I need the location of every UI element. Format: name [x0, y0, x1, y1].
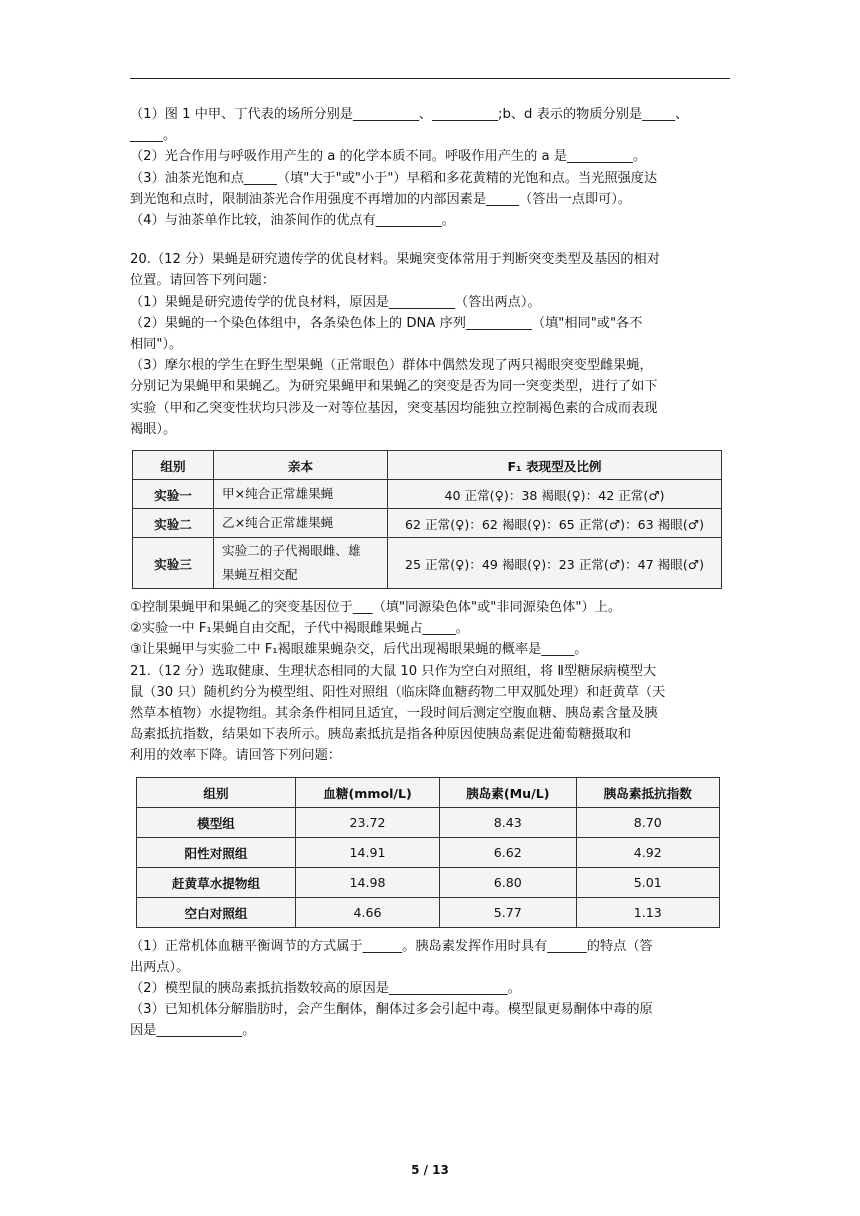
table-header: 组别 [133, 451, 214, 480]
table-cell: 6.62 [440, 837, 576, 867]
table-cell: 赶黄草水提物组 [137, 867, 296, 897]
question-20 [130, 249, 730, 660]
table-cell: 空白对照组 [137, 897, 296, 927]
table-cell: 8.70 [576, 807, 719, 837]
table-cell [214, 538, 388, 589]
text-line: 相同"）。 [130, 337, 183, 353]
text-line: 20.（12 分）果蝇是研究遗传学的优良材料。果蝇突变体常用于判断突变类型及基因的相对 [130, 252, 660, 268]
header-rule [130, 78, 730, 79]
text-line: （1）正常机体血糖平衡调节的方式属于______。胰岛素发挥作用时具有______的特点（答 [130, 938, 653, 954]
table-row [137, 867, 720, 897]
table-header: 胰岛素(Mu/L) [440, 777, 576, 807]
table-row [137, 897, 720, 927]
text-line: 位置。请回答下列问题： [130, 273, 276, 289]
table-cell: 阳性对照组 [137, 837, 296, 867]
text-line: 21.（12 分）选取健康、生理状态相同的大鼠 10 只作为空白对照组，将 Ⅱ型糖尿病模型大 [130, 663, 657, 679]
table-cell: 62 正常(♀)：62 褐眼(♀)：65 正常(♂)：63 褐眼(♂) [388, 509, 722, 538]
table-cell: 4.66 [296, 897, 440, 927]
table-header: 血糖(mmol/L) [296, 777, 440, 807]
table-cell: 5.01 [576, 867, 719, 897]
table-header: 亲本 [214, 451, 388, 480]
table-row [133, 538, 722, 589]
table-header: 组别 [137, 777, 296, 807]
table-cell: 40 正常(♀)：38 褐眼(♀)：42 正常(♂) [388, 480, 722, 509]
q19-tail [130, 104, 730, 231]
table-cell: 8.43 [440, 807, 576, 837]
table-row [133, 480, 722, 509]
text-line: 褐眼）。 [130, 421, 177, 437]
table-header: 胰岛素抵抗指数 [576, 777, 719, 807]
table-cell: 6.80 [440, 867, 576, 897]
table-cell: 14.98 [296, 867, 440, 897]
table-cell: 14.91 [296, 837, 440, 867]
fruitfly-experiment-table [132, 450, 722, 589]
rat-results-table [136, 777, 720, 928]
text-line: （1）图 1 中甲、丁代表的场所分别是__________、__________;b、d 表示的物质分别是_____、 [130, 107, 689, 122]
text-line: （4）与油茶单作比较，油茶间作的优点有__________。 [130, 213, 455, 229]
text-line: 实验（甲和乙突变性状均只涉及一对等位基因，突变基因均能独立控制褐色素的合成而表现 [130, 400, 658, 416]
text-line: （2）光合作用与呼吸作用产生的 a 的化学本质不同。呼吸作用产生的 a 是__________。 [130, 149, 647, 165]
table-row [137, 807, 720, 837]
table-cell: 25 正常(♀)：49 褐眼(♀)：23 正常(♂)：47 褐眼(♂) [388, 538, 722, 589]
table-cell: 实验二 [133, 509, 214, 538]
text-line: 分别记为果蝇甲和果蝇乙。为研究果蝇甲和果蝇乙的突变是否为同一突变类型，进行了如下 [130, 379, 658, 395]
page-content [130, 104, 730, 1042]
text-line: （3）油茶光饱和点_____（填"大于"或"小于"）早稻和多花黄精的光饱和点。当光照强度达 [130, 170, 658, 186]
table-cell: 乙×纯合正常雄果蝇 [214, 509, 388, 538]
text-line: （2）果蝇的一个染色体组中，各条染色体上的 DNA 序列__________（填"相同"或"各不 [130, 315, 643, 331]
table-cell: 实验三 [133, 538, 214, 589]
table-cell: 实验一 [133, 480, 214, 509]
text-line: 到光饱和点时，限制油茶光合作用强度不再增加的内部因素是_____（答出一点即可）。 [130, 191, 632, 207]
text-line: （1）果蝇是研究遗传学的优良材料，原因是__________（答出两点）。 [130, 294, 541, 310]
text-line: 鼠（30 只）随机约分为模型组、阳性对照组（临床降血糖药物二甲双胍处理）和赶黄草（天 [130, 684, 666, 700]
text-line: （3）已知机体分解脂肪时，会产生酮体，酮体过多会引起中毒。模型鼠更易酮体中毒的原 [130, 1002, 653, 1018]
table-cell: 1.13 [576, 897, 719, 927]
question-21 [130, 661, 730, 1042]
table-row [137, 837, 720, 867]
text-line: 然草本植物）水提物组。其余条件相同且适宜，一段时间后测定空腹血糖、胰岛素含量及胰 [130, 706, 658, 722]
text-line: ③让果蝇甲与实验二中 F₁褐眼雄果蝇杂交，后代出现褐眼果蝇的概率是_____。 [130, 642, 588, 658]
cell-line: 果蝇互相交配 [222, 567, 298, 583]
text-line: _____。 [130, 128, 177, 144]
text-line: （2）模型鼠的胰岛素抵抗指数较高的原因是__________________。 [130, 981, 521, 997]
text-line: 出两点）。 [130, 959, 190, 975]
table-cell: 4.92 [576, 837, 719, 867]
table-cell: 模型组 [137, 807, 296, 837]
table-cell: 23.72 [296, 807, 440, 837]
cell-line: 实验二的子代褐眼雌、雄 [222, 543, 361, 559]
text-line: （3）摩尔根的学生在野生型果蝇（正常眼色）群体中偶然发现了两只褐眼突变型雌果蝇， [130, 358, 653, 374]
table-header: F₁ 表现型及比例 [388, 451, 722, 480]
table-cell: 甲×纯合正常雄果蝇 [214, 480, 388, 509]
page-number: 5 / 13 [411, 1163, 449, 1177]
table-row [133, 509, 722, 538]
table-cell: 5.77 [440, 897, 576, 927]
text-line: ①控制果蝇甲和果蝇乙的突变基因位于___（填"同源染色体"或"非同源染色体"）上。 [130, 600, 622, 616]
text-line: 利用的效率下降。请回答下列问题： [130, 748, 341, 764]
text-line: 因是_____________。 [130, 1023, 256, 1039]
text-line: 岛素抵抗指数，结果如下表所示。胰岛素抵抗是指各种原因使胰岛素促进葡萄糖摄取和 [130, 727, 632, 743]
text-line: ②实验一中 F₁果蝇自由交配，子代中褐眼雌果蝇占_____。 [130, 621, 469, 637]
